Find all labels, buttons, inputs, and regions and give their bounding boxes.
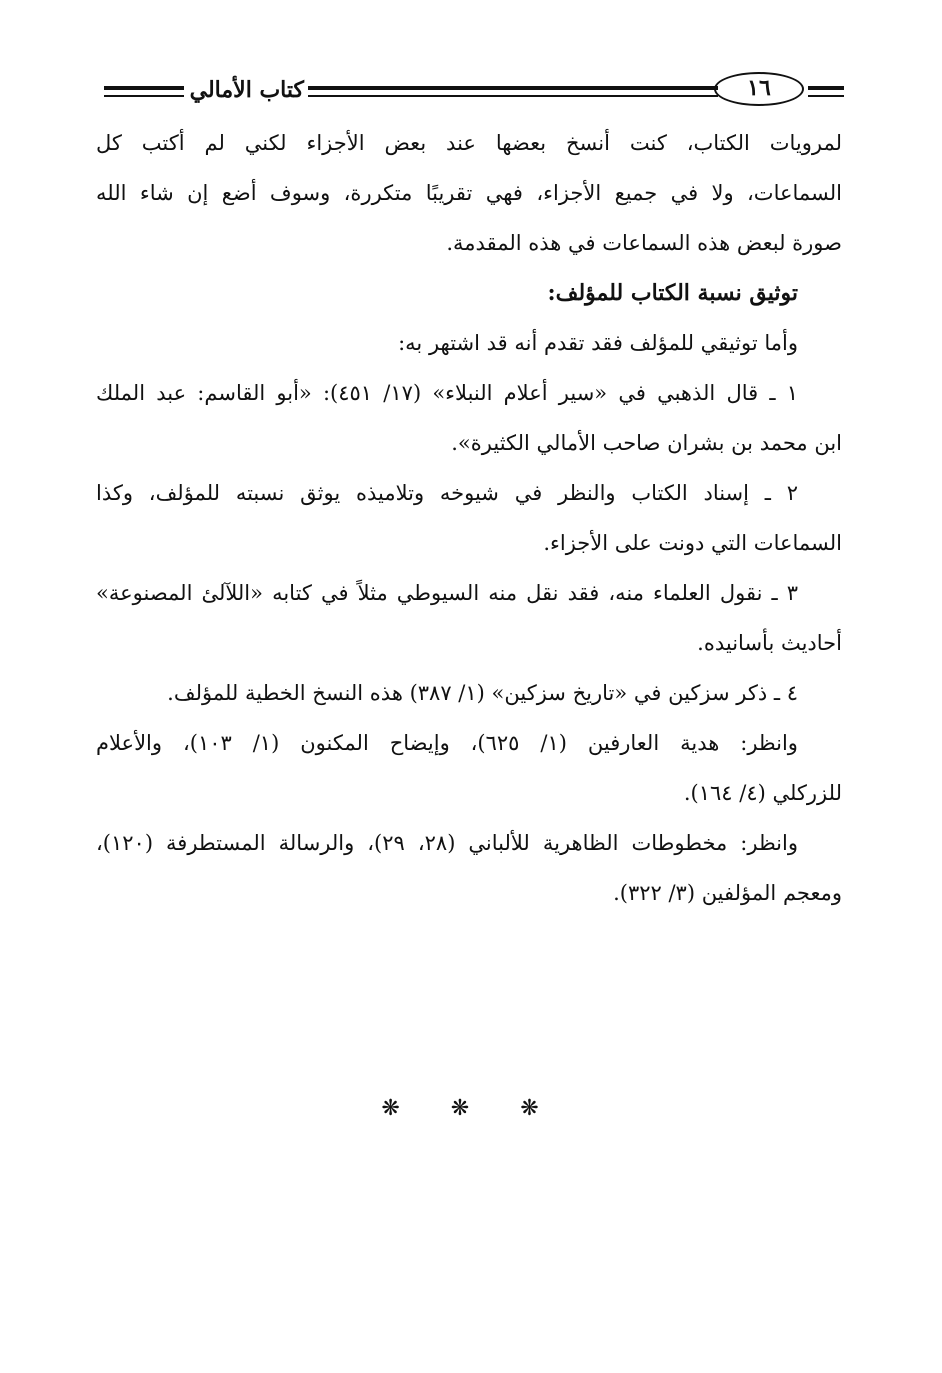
text-line: ومعجم المؤلفين (٣/ ٣٢٢). — [613, 881, 842, 905]
page-body — [96, 128, 842, 928]
text-line: ٤ ـ ذكر سزكين في «تاريخ سزكين» (١/ ٣٨٧) هذه النسخ الخطية للمؤلف. — [167, 681, 798, 705]
header-rule-middle — [308, 86, 718, 97]
running-header — [96, 70, 842, 110]
text-line: للزركلي (٤/ ١٦٤). — [683, 781, 842, 805]
header-rule-right — [808, 86, 844, 97]
list-item — [96, 678, 842, 708]
text-line: ٢ ـ إسناد الكتاب والنظر في شيوخه وتلاميذه يوثق نسبته للمؤلف، وكذا — [96, 481, 798, 505]
text-line: أحاديث بأسانيده. — [697, 631, 842, 655]
text-line: السماعات، ولا في جميع الأجزاء، فهي تقريبًا متكررة، وسوف أضع إن شاء الله — [96, 181, 842, 205]
text-line: وانظر: هدية العارفين (١/ ٦٢٥)، وإيضاح المكنون (١/ ١٠٣)، والأعلام — [96, 731, 798, 755]
running-title: كتاب الأمالي — [189, 77, 304, 103]
text-line: ٣ ـ نقول العلماء منه، فقد نقل منه السيوطي مثلاً في كتابه «اللآلئ المصنوعة» — [96, 581, 798, 605]
text-line: صورة لبعض هذه السماعات في هذه المقدمة. — [446, 231, 842, 255]
page-number: ١٦ — [747, 75, 771, 101]
text-line: ابن محمد بن بشران صاحب الأمالي الكثيرة». — [451, 431, 842, 455]
reference-paragraph — [96, 828, 842, 908]
intro-line: وأما توثيقي للمؤلف فقد تقدم أنه قد اشتهر به: — [398, 331, 798, 355]
reference-paragraph — [96, 728, 842, 808]
list-item — [96, 578, 842, 658]
paragraph — [96, 128, 842, 258]
section-heading: توثيق نسبة الكتاب للمؤلف: — [547, 280, 798, 306]
text-line: السماعات التي دونت على الأجزاء. — [543, 531, 842, 555]
text-line: لمرويات الكتاب، كنت أنسخ بعضها عند بعض الأجزاء لكني لم أكتب كل — [96, 131, 842, 155]
text-line: وانظر: مخطوطات الظاهرية للألباني (٢٨، ٢٩)، والرسالة المستطرفة (١٢٠)، — [96, 831, 798, 855]
header-rule-left — [104, 86, 184, 97]
text-line: ١ ـ قال الذهبي في «سير أعلام النبلاء» (١٧/ ٤٥١): «أبو القاسم: عبد الملك — [96, 381, 798, 405]
section-separator: ❋ ❋ ❋ — [381, 1096, 561, 1121]
list-item — [96, 378, 842, 458]
list-item — [96, 478, 842, 558]
